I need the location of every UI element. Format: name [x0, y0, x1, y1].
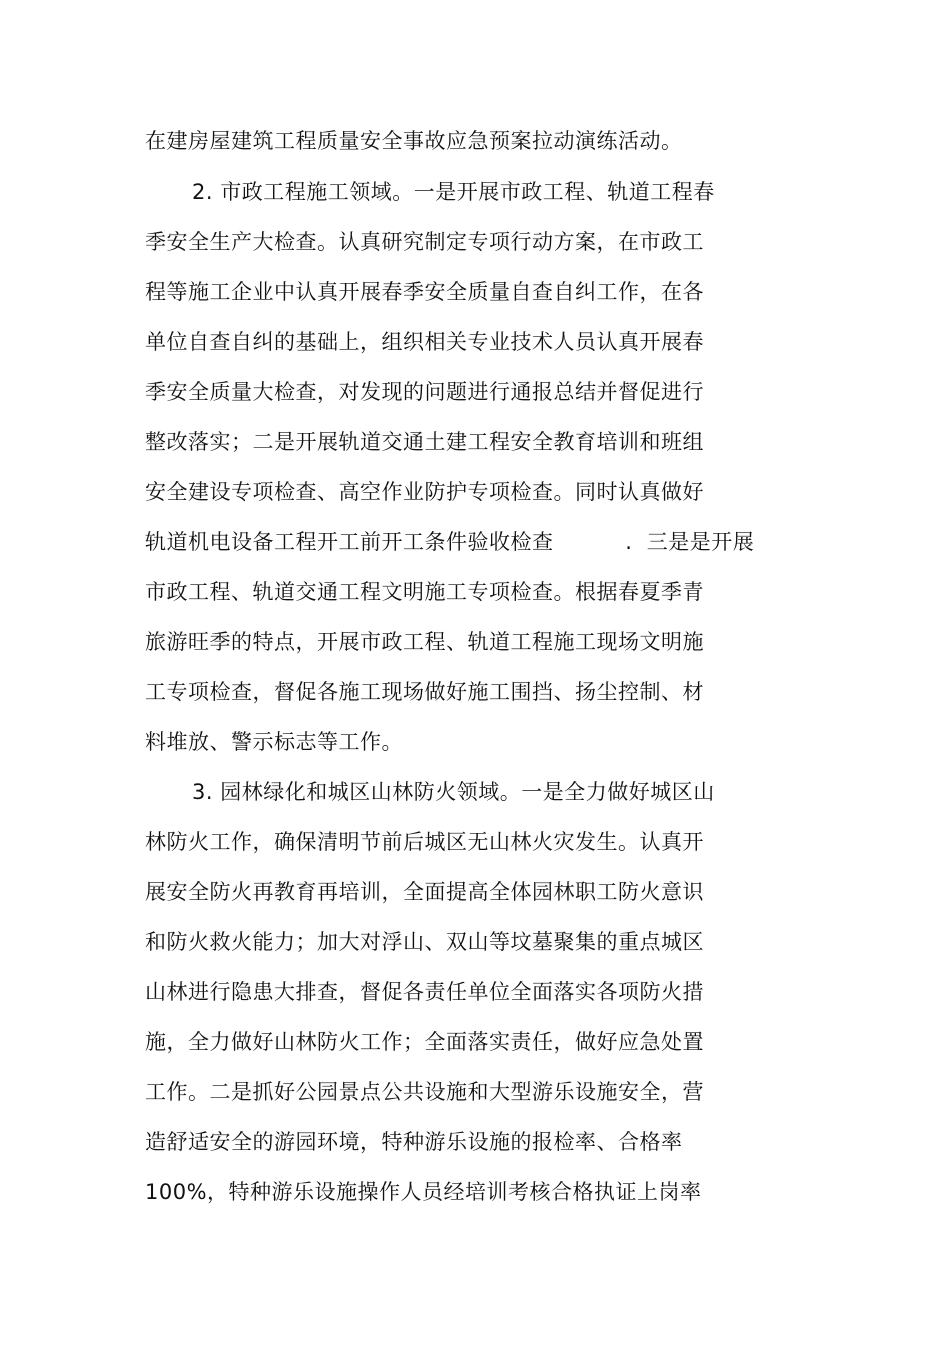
text-line: 料堆放、警示标志等工作。	[145, 730, 403, 754]
text-line: 施，全力做好山林防火工作；全面落实责任，做好应急处置	[145, 1030, 704, 1054]
text-line: 市政工程、轨道交通工程文明施工专项检查。根据春夏季青	[145, 580, 704, 604]
text-line: 2. 市政工程施工领域。一是开展市政工程、轨道工程春	[192, 180, 715, 204]
text-line: 100%，特种游乐设施操作人员经培训考核合格执证上岗率	[145, 1180, 702, 1204]
text-line: 单位自查自纠的基础上，组织相关专业技术人员认真开展春	[145, 330, 704, 354]
text-line: 和防火救火能力；加大对浮山、双山等坟墓聚集的重点城区	[145, 930, 704, 954]
text-line: 季安全生产大检查。认真研究制定专项行动方案，在市政工	[145, 230, 704, 254]
text-line: 在建房屋建筑工程质量安全事故应急预案拉动演练活动。	[145, 129, 683, 153]
text-line: 季安全质量大检查，对发现的问题进行通报总结并督促进行	[145, 380, 704, 404]
text-line: 轨道机电设备工程开工前开工条件验收检查 . 三是是开展	[145, 530, 755, 554]
text-line: 旅游旺季的特点，开展市政工程、轨道工程施工现场文明施	[145, 630, 704, 654]
text-line: 山林进行隐患大排查，督促各责任单位全面落实各项防火措	[145, 980, 704, 1004]
text-line: 工专项检查，督促各施工现场做好施工围挡、扬尘控制、材	[145, 680, 704, 704]
text-line: 程等施工企业中认真开展春季安全质量自查自纠工作，在各	[145, 280, 704, 304]
text-line: 整改落实；二是开展轨道交通土建工程安全教育培训和班组	[145, 430, 704, 454]
text-line: 造舒适安全的游园环境，特种游乐设施的报检率、合格率	[145, 1130, 683, 1154]
text-line: 展安全防火再教育再培训，全面提高全体园林职工防火意识	[145, 880, 704, 904]
text-line: 3. 园林绿化和城区山林防火领域。一是全力做好城区山	[192, 780, 715, 804]
text-line: 安全建设专项检查、高空作业防护专项检查。同时认真做好	[145, 480, 704, 504]
text-line: 工作。二是抓好公园景点公共设施和大型游乐设施安全，营	[145, 1080, 704, 1104]
text-line: 林防火工作，确保清明节前后城区无山林火灾发生。认真开	[145, 830, 704, 854]
